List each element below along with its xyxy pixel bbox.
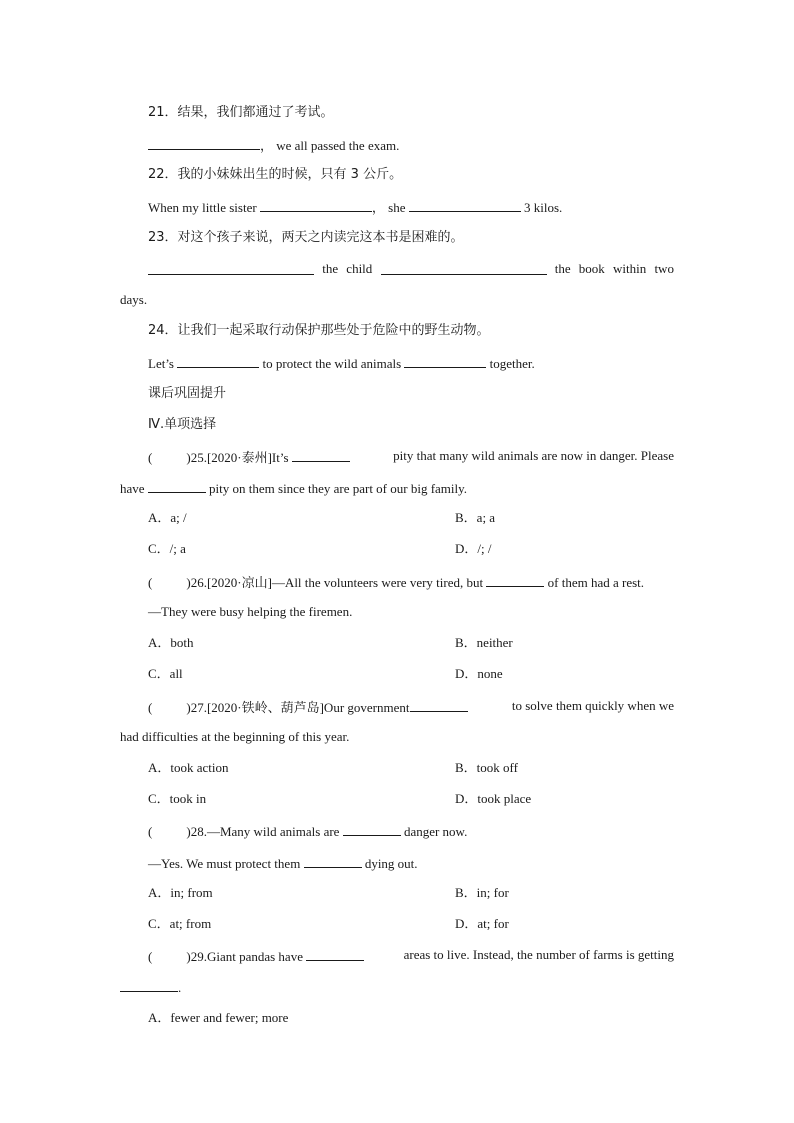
answer-blank[interactable]	[120, 977, 178, 992]
answer-blank[interactable]	[260, 197, 372, 212]
q22-chinese: 22．我的小妹妹出生的时候，只有 3 公斤。	[148, 167, 403, 182]
q26-stem-cont: —They were busy helping the firemen.	[148, 604, 353, 619]
q27-stem: ( )27.[2020·铁岭、葫芦岛]Our government to solve them quickly when we	[148, 698, 674, 715]
answer-blank[interactable]	[404, 353, 486, 368]
answer-blank[interactable]	[381, 260, 547, 275]
q25-stem-cont: have pity on them since they are part of our big family.	[120, 478, 467, 498]
q24-chinese: 24．让我们一起采取行动保护那些处于危险中的野生动物。	[148, 323, 490, 338]
answer-blank[interactable]	[409, 197, 521, 212]
q28-stem: ( )28.—Many wild animals are danger now.	[148, 821, 467, 841]
answer-blank[interactable]	[486, 572, 544, 587]
q23-chinese: 23．对这个孩子来说，两天之内读完这本书是困难的。	[148, 230, 464, 245]
section-subheading: Ⅳ.单项选择	[148, 417, 217, 432]
answer-blank[interactable]	[177, 353, 259, 368]
q26-stem: ( )26.[2020·凉山]—All the volunteers were very tired, but of them had a rest.	[148, 572, 674, 592]
answer-blank[interactable]	[148, 478, 206, 493]
answer-blank[interactable]	[292, 447, 350, 462]
q27-option-d[interactable]: D．took place	[455, 791, 532, 806]
q23-continuation: days.	[120, 292, 148, 307]
q27-option-c[interactable]: C．took in	[148, 791, 207, 806]
q25-stem: ( )25.[2020·泰州]It’s pity that many wild animals are now in danger. Please	[148, 448, 674, 465]
q25-option-c[interactable]: C．/; a	[148, 541, 186, 556]
answer-blank[interactable]	[148, 135, 260, 150]
q21-english: ， we all passed the exam.	[148, 135, 399, 155]
answer-blank[interactable]	[410, 697, 468, 712]
q26-option-d[interactable]: D．none	[455, 666, 503, 681]
section-heading: 课后巩固提升	[148, 386, 227, 401]
q26-option-a[interactable]: A．both	[148, 635, 194, 650]
q29-option-a[interactable]: A．fewer and fewer; more	[148, 1010, 289, 1025]
q27-option-b[interactable]: B．took off	[455, 760, 518, 775]
answer-blank[interactable]	[343, 821, 401, 836]
answer-blank[interactable]	[304, 853, 362, 868]
q25-option-b[interactable]: B．a; a	[455, 510, 496, 525]
q28-option-c[interactable]: C．at; from	[148, 916, 212, 931]
q28-stem-cont: —Yes. We must protect them dying out.	[148, 853, 418, 873]
q22-english: When my little sister ， she 3 kilos.	[148, 197, 562, 217]
q29-stem: ( )29.Giant pandas have areas to live. Instead, the number of farms is getting	[148, 947, 674, 964]
q28-option-a[interactable]: A．in; from	[148, 885, 213, 900]
q28-option-d[interactable]: D．at; for	[455, 916, 509, 931]
q29-stem-cont: .	[120, 977, 181, 997]
q23-english: the child the book within two	[148, 260, 674, 278]
q27-stem-cont: had difficulties at the beginning of this year.	[120, 729, 350, 744]
q26-option-c[interactable]: C．all	[148, 666, 183, 681]
q26-option-b[interactable]: B．neither	[455, 635, 513, 650]
q24-english: Let’s to protect the wild animals together.	[148, 353, 535, 373]
answer-blank[interactable]	[306, 946, 364, 961]
answer-blank[interactable]	[148, 260, 314, 275]
q25-option-a[interactable]: A．a; /	[148, 510, 187, 525]
q28-option-b[interactable]: B．in; for	[455, 885, 509, 900]
q27-option-a[interactable]: A．took action	[148, 760, 229, 775]
q25-option-d[interactable]: D．/; /	[455, 541, 492, 556]
q21-chinese: 21．结果，我们都通过了考试。	[148, 105, 334, 120]
